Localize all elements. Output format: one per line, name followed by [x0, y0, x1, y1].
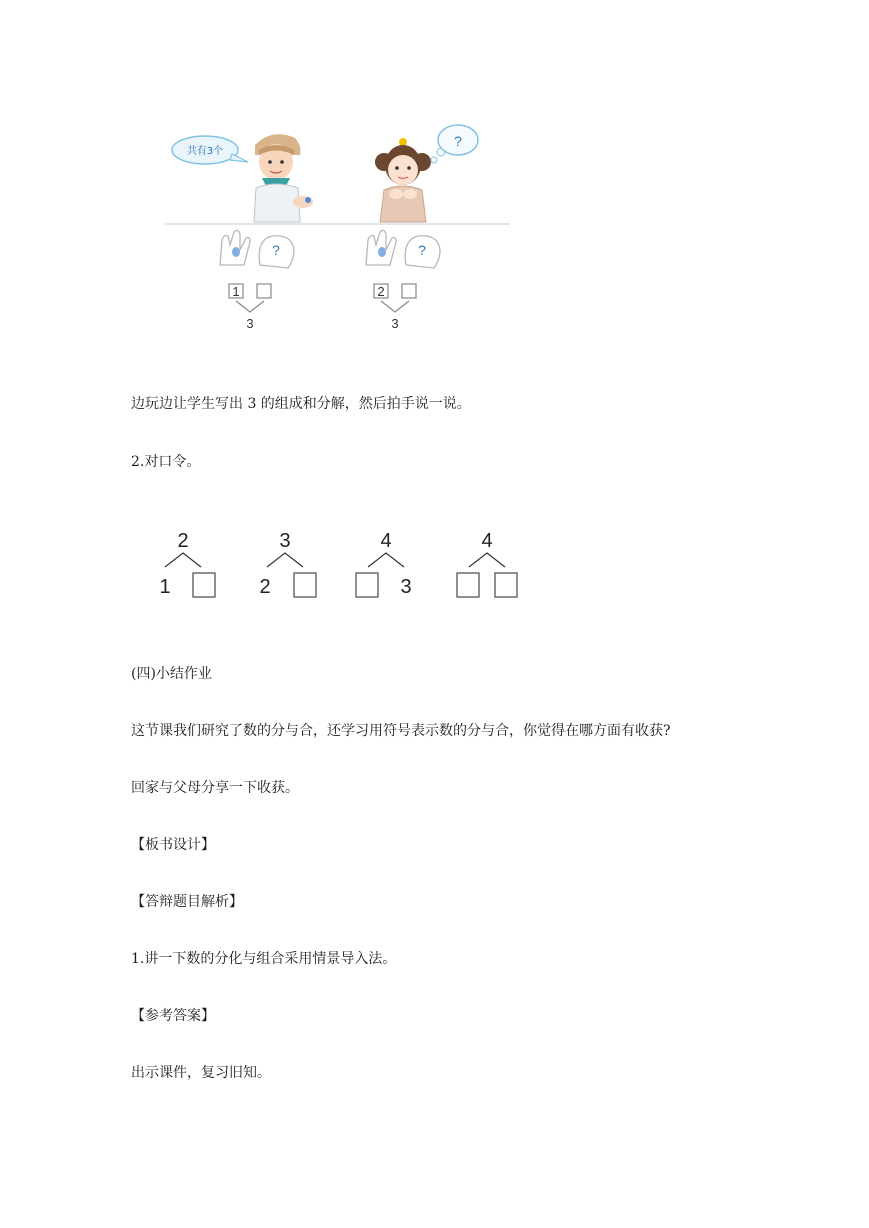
- thought-bubble: [431, 125, 478, 163]
- number-composition-diagrams: [150, 525, 540, 605]
- diagram-4-total: 4: [481, 530, 493, 552]
- diagram-1-left: 1: [159, 576, 171, 598]
- paragraph-play-and-write: 边玩边让学生写出 3 的组成和分解，然后拍手说一说。: [131, 396, 471, 412]
- paragraph-answer-text: 出示课件，复习旧知。: [131, 1065, 271, 1081]
- right-hands: [366, 230, 440, 268]
- diagram-3-right: 3: [400, 576, 412, 598]
- diagram-3-total: 4: [380, 530, 392, 552]
- diagram-2-blank-box[interactable]: [294, 573, 316, 597]
- diagram-1-blank-box[interactable]: [193, 573, 215, 597]
- diagram-3-blank-box[interactable]: [356, 573, 378, 597]
- composition-diagram-2: [259, 530, 316, 598]
- speech-bubble-text: 共有3个: [186, 146, 224, 157]
- paragraph-oral-drill-heading: 2.对口令。: [131, 454, 201, 470]
- diagram-4-blank-box-right[interactable]: [495, 573, 517, 597]
- diagram-2-total: 3: [279, 530, 291, 552]
- right-composition-diagram: [374, 284, 416, 331]
- left-composition-diagram: [229, 284, 271, 331]
- paragraph-lesson-summary: 这节课我们研究了数的分与合，还学习用符号表示数的分与合，你觉得在哪方面有收获?: [131, 723, 671, 739]
- boy-figure: [254, 134, 313, 222]
- diagram-1-total: 2: [177, 530, 189, 552]
- composition-diagram-3: [356, 530, 412, 598]
- heading-board-design: 【板书设计】: [131, 837, 215, 853]
- left-known-part: 1: [232, 284, 240, 299]
- left-hand-question: ?: [272, 242, 280, 258]
- thought-bubble-text: ?: [454, 133, 462, 149]
- composition-diagram-1: [159, 530, 215, 598]
- right-hand-question: ?: [418, 242, 426, 258]
- right-known-part: 2: [377, 284, 385, 299]
- heading-defense-question-analysis: 【答辩题目解析】: [131, 894, 243, 910]
- right-total: 3: [391, 316, 399, 331]
- paragraph-share-with-parents: 回家与父母分享一下收获。: [131, 780, 299, 796]
- textbook-illustration: [160, 110, 520, 350]
- left-hands: [220, 230, 294, 268]
- diagram-2-left: 2: [259, 576, 271, 598]
- paragraph-question-1: 1.讲一下数的分化与组合采用情景导入法。: [131, 951, 397, 967]
- heading-reference-answer: 【参考答案】: [131, 1008, 215, 1024]
- diagram-4-blank-box-left[interactable]: [457, 573, 479, 597]
- girl-figure: [375, 138, 431, 222]
- composition-diagram-4: [457, 530, 517, 597]
- section-heading-summary-homework: (四)小结作业: [131, 666, 212, 682]
- left-total: 3: [246, 316, 254, 331]
- speech-bubble: [172, 136, 248, 164]
